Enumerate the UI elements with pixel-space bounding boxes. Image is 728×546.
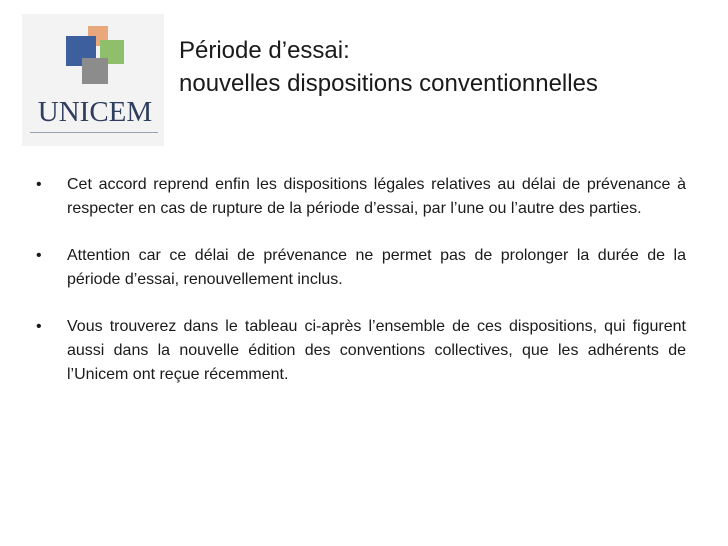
unicem-logo xyxy=(22,14,164,146)
bullet-item xyxy=(36,315,686,387)
bullet-icon: • xyxy=(36,176,42,193)
bullet-text: Vous trouverez dans le tableau ci-après l’ensemble de ces dispositions, qui figurent aussi dans la nouvelle édition des conventions collectives, que les adhérents de l’Unicem ont reçue récemment. xyxy=(67,318,686,383)
bullet-list xyxy=(36,173,686,410)
bullet-icon: • xyxy=(36,318,42,335)
bullet-item xyxy=(36,244,686,292)
logo-text: UNICEM xyxy=(37,96,153,128)
unicem-logo-squares-icon xyxy=(22,14,164,104)
logo-divider xyxy=(30,132,158,133)
page-title xyxy=(179,34,598,100)
bullet-text: Cet accord reprend enfin les dispositions légales relatives au délai de prévenance à respecter en cas de rupture de la période d’essai, par l’une ou l’autre des parties. xyxy=(67,176,686,217)
title-line-1: Période d’essai: xyxy=(179,37,350,64)
bullet-item xyxy=(36,173,686,221)
bullet-text: Attention car ce délai de prévenance ne permet pas de prolonger la durée de la période d’essai, renouvellement inclus. xyxy=(67,247,686,288)
bullet-icon: • xyxy=(36,247,42,264)
title-line-2: nouvelles dispositions conventionnelles xyxy=(179,70,598,97)
